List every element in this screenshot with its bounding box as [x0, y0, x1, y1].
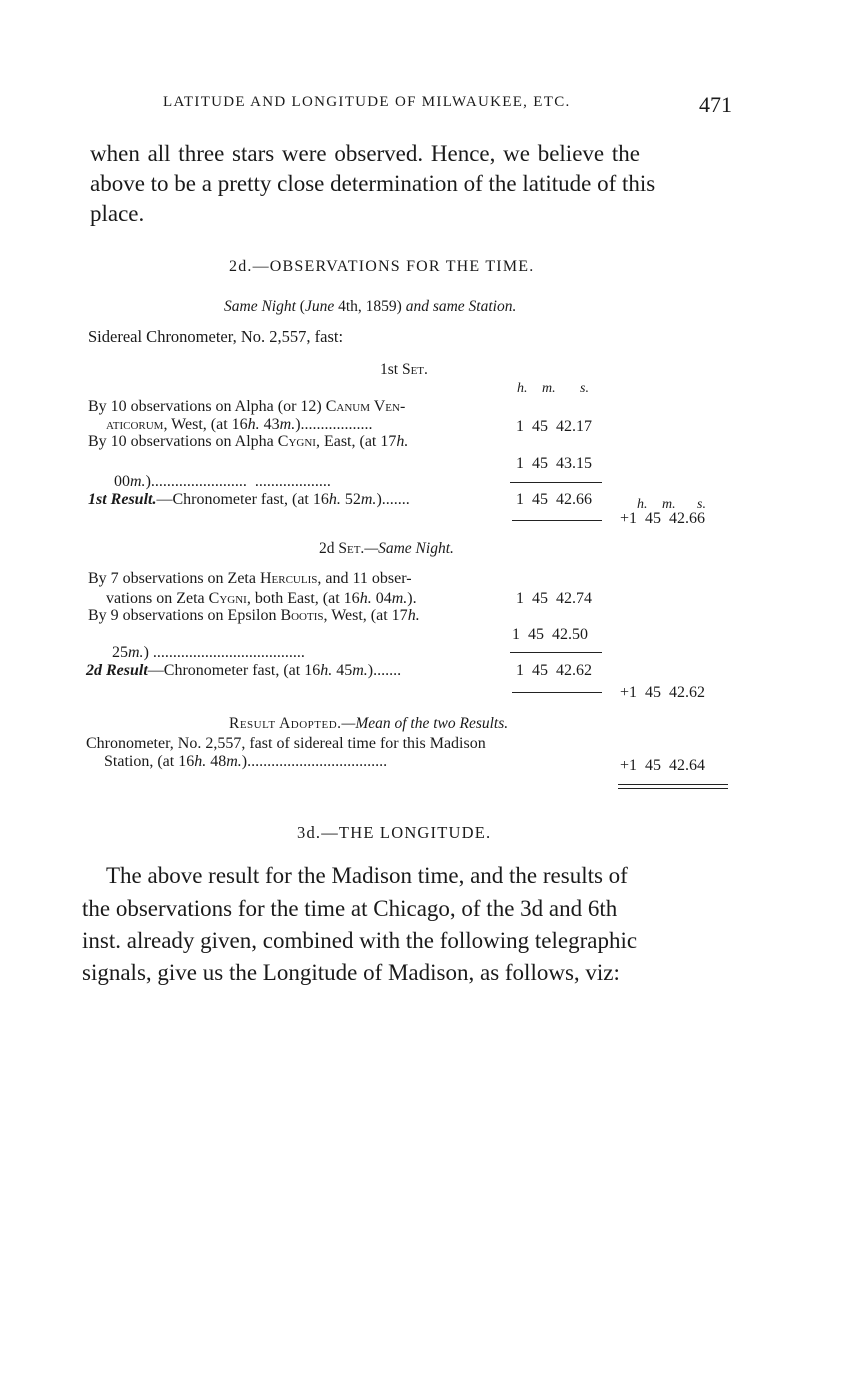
result-label: Result — [106, 662, 148, 679]
set1-obs1-value: 1 45 42.17 — [516, 418, 592, 435]
star-name: Canum Ven- — [325, 398, 406, 415]
page-number: 471 — [699, 92, 732, 117]
set2-obs2-line1 — [88, 607, 420, 625]
text-fragment: , West, (at 17 — [323, 607, 408, 624]
text-fragment: )....... — [367, 662, 402, 679]
text-fragment: m. — [130, 473, 146, 490]
unit-h: h. — [517, 381, 528, 396]
set1-obs2-value: 1 45 43.15 — [516, 455, 592, 472]
result-label: Result. — [110, 491, 157, 508]
text-fragment: m. — [128, 644, 144, 661]
set2-obs1-line2 — [106, 590, 417, 608]
adopted-title — [229, 715, 508, 733]
set2-result-value: 1 45 42.62 — [516, 662, 592, 679]
set2-obs2-line2 — [104, 626, 305, 662]
text-fragment: m. — [279, 416, 296, 433]
text-fragment: ).................. — [295, 416, 373, 433]
running-title: LATITUDE AND LONGITUDE OF MILWAUKEE, ETC. — [163, 94, 571, 110]
adopted-double-rule — [618, 784, 728, 789]
text-fragment: —Chronometer fast, (at 16 — [147, 662, 321, 679]
set1-title-pre: 1st — [380, 361, 402, 378]
set2-obs2-value: 1 45 42.50 — [512, 626, 588, 643]
set2-obs1-line1 — [88, 570, 412, 588]
section-subheading — [224, 298, 516, 316]
unit-s-right: s. — [697, 497, 706, 512]
intro-line-1: when all three stars were observed. Hence, we believe the — [90, 141, 640, 166]
text-fragment: h. — [407, 607, 420, 624]
set2-title — [319, 540, 454, 558]
text-fragment: h. — [320, 662, 333, 679]
adopted-title-post: —Mean of the two Results. — [341, 715, 509, 732]
text-fragment: )................................... — [241, 753, 388, 770]
adopted-line1: Chronometer, No. 2,557, fast of sidereal time for this Madison — [86, 735, 486, 752]
text-fragment: 04 — [371, 590, 392, 607]
text-fragment: )....... — [376, 491, 410, 508]
text-fragment: , West, (at 16 — [163, 416, 248, 433]
text-fragment: m. — [360, 491, 377, 508]
unit-s: s. — [580, 381, 589, 396]
star-name: Herculis — [259, 570, 318, 587]
set1-result-rule — [512, 520, 602, 521]
chronometer-line: Sidereal Chronometer, No. 2,557, fast: — [88, 327, 344, 346]
star-name: Bootis — [280, 607, 324, 624]
adopted-title-sc: Result Adopted. — [229, 715, 342, 732]
text-fragment: By 7 observations on Zeta — [88, 570, 260, 587]
set1-result-line — [88, 491, 410, 509]
set2-title-pre: 2d — [319, 540, 339, 557]
result-label: 1st — [88, 491, 111, 508]
set1-obs1-line1 — [88, 398, 405, 416]
text-fragment: h. — [328, 491, 341, 508]
star-name: aticorum — [106, 416, 164, 433]
set1-sum-rule — [510, 482, 602, 483]
text-fragment: By 10 observations on Alpha (or 12) — [88, 398, 326, 415]
section-heading-time: 2d.—OBSERVATIONS FOR THE TIME. — [229, 258, 535, 275]
set1-title-sc: Set. — [401, 361, 428, 378]
text-fragment: m. — [226, 753, 242, 770]
text-fragment: m. — [391, 590, 408, 607]
set1-title — [380, 361, 428, 379]
star-name: Cygni — [277, 433, 316, 450]
set2-sum-rule — [510, 652, 602, 653]
adopted-line2 — [104, 753, 387, 771]
set2-title-post: —Same Night. — [364, 540, 454, 557]
text-fragment: h. — [194, 753, 207, 770]
set2-title-sc: Set. — [338, 540, 365, 557]
set1-obs2-line2 — [106, 455, 331, 491]
intro-line-2: above to be a pretty close determination of the latitude of this — [90, 171, 656, 196]
text-fragment: By 10 observations on Alpha — [88, 433, 278, 450]
subheading-part: 4th, 1859) — [334, 298, 406, 315]
text-fragment: 52 — [340, 491, 361, 508]
subheading-part: Same Night — [224, 298, 296, 315]
longitude-line-4: signals, give us the Longitude of Madison, as follows, viz: — [82, 960, 620, 985]
set2-result-rule — [512, 692, 602, 693]
longitude-line-3: inst. already given, combined with the following telegraphic — [82, 928, 638, 953]
text-fragment: 25 — [112, 644, 128, 661]
set1-obs2-line1 — [88, 433, 408, 451]
unit-m-right: m. — [662, 497, 676, 512]
text-fragment: )........................ ................... — [145, 473, 331, 490]
text-fragment: vations on Zeta — [106, 590, 209, 607]
text-fragment: 00 — [114, 473, 130, 490]
text-fragment: 48 — [206, 753, 227, 770]
text-fragment: h. — [359, 590, 372, 607]
text-fragment: By 9 observations on Epsilon — [88, 607, 281, 624]
unit-h-right: h. — [637, 497, 648, 512]
text-fragment: h. — [396, 433, 409, 450]
text-fragment: 45 — [332, 662, 353, 679]
result-label: 2d — [86, 662, 106, 679]
set2-final-value: +1 45 42.62 — [620, 684, 706, 701]
set2-result-line — [86, 662, 401, 680]
set1-obs1-line2 — [106, 416, 373, 434]
longitude-line-1: The above result for the Madison time, and the results of — [106, 863, 628, 888]
subheading-part: ( — [295, 298, 305, 315]
unit-m: m. — [542, 381, 556, 396]
text-fragment: m. — [352, 662, 368, 679]
subheading-part: June — [304, 298, 335, 315]
adopted-final-value: +1 45 42.64 — [620, 757, 706, 774]
longitude-line-2: the observations for the time at Chicago, of the 3d and 6th — [82, 896, 618, 921]
text-fragment: ). — [407, 590, 417, 607]
set1-result-value: 1 45 42.66 — [516, 491, 592, 508]
text-fragment: —Chronometer fast, (at 16 — [156, 491, 329, 508]
set1-final-value: +1 45 42.66 — [620, 510, 706, 527]
section-heading-longitude: 3d.—THE LONGITUDE. — [297, 823, 492, 842]
text-fragment: , East, (at 17 — [315, 433, 397, 450]
star-name: Cygni — [208, 590, 247, 607]
intro-line-3: place. — [90, 201, 145, 226]
text-fragment: , both East, (at 16 — [246, 590, 360, 607]
text-fragment: Station, (at 16 — [104, 753, 195, 770]
subheading-part: and same Station. — [405, 298, 517, 315]
text-fragment: h. — [247, 416, 260, 433]
text-fragment: , and 11 obser- — [317, 570, 412, 587]
text-fragment: 43 — [259, 416, 280, 433]
text-fragment: ) ...................................... — [143, 644, 305, 661]
set2-obs1-value: 1 45 42.74 — [516, 590, 592, 607]
